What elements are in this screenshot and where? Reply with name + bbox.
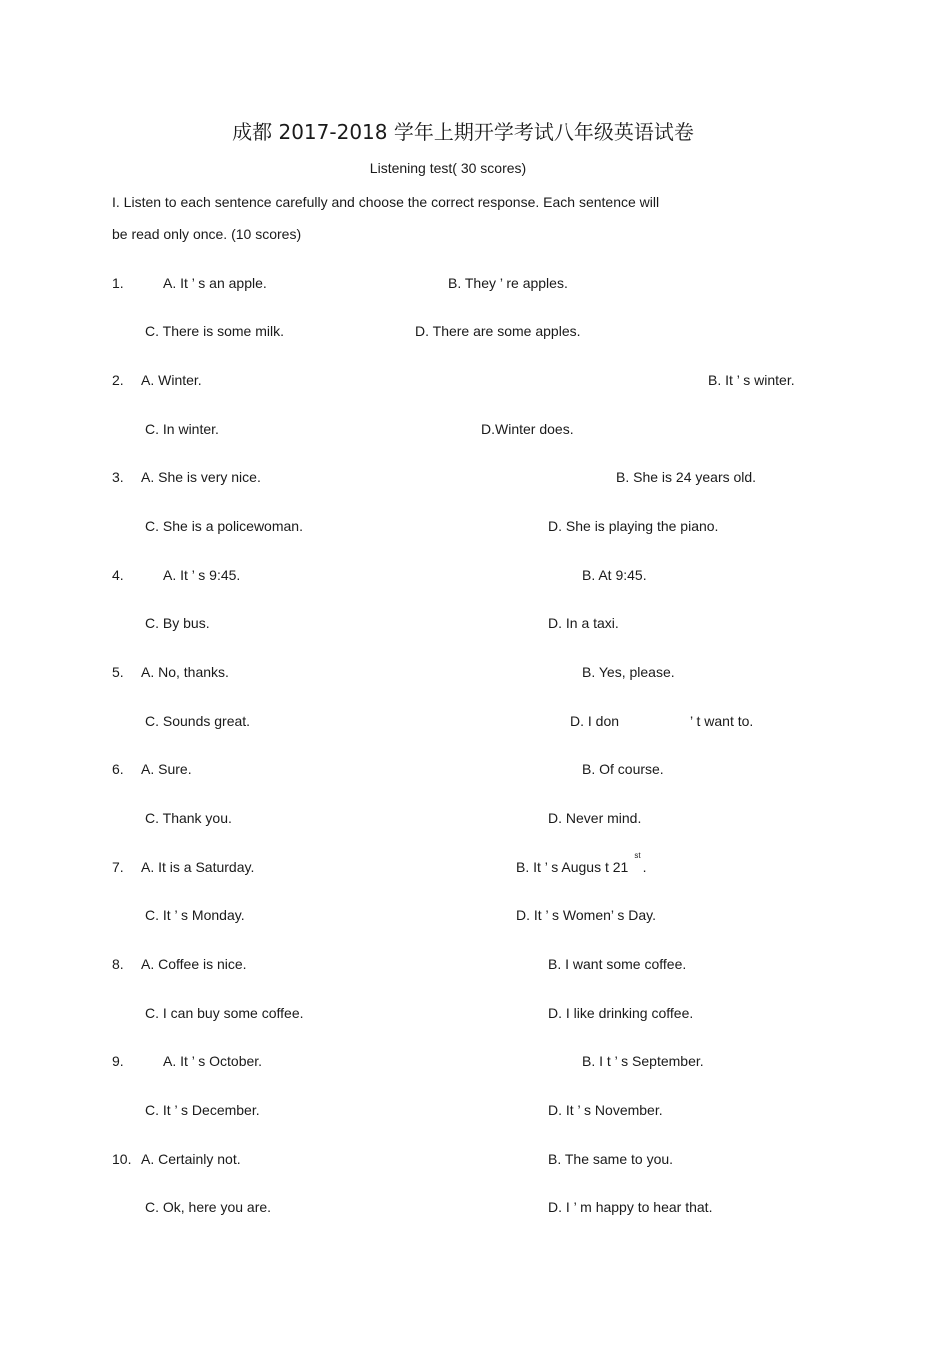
option-c: C. In winter. [145, 421, 219, 437]
option-a: A. No, thanks. [141, 664, 229, 680]
option-a: A. It is a Saturday. [141, 859, 255, 875]
option-a: A. It ’ s an apple. [163, 275, 267, 291]
option-a: A. She is very nice. [141, 469, 261, 485]
option-b: B. They ’ re apples. [448, 275, 568, 291]
option-b [516, 851, 647, 875]
instructions-line-1: I. Listen to each sentence carefully and choose the correct response. Each sentence will [112, 194, 660, 210]
option-c: C. I can buy some coffee. [145, 1005, 304, 1021]
option-a: A. It ’ s 9:45. [163, 567, 241, 583]
option-d: D. I ’ m happy to hear that. [548, 1199, 713, 1215]
option-c: C. There is some milk. [145, 323, 284, 339]
option-d: D. It ’ s November. [548, 1102, 663, 1118]
option-b: B. Of course. [582, 761, 664, 777]
question-number: 4. [112, 567, 124, 583]
option-c: C. She is a policewoman. [145, 518, 303, 534]
option-b: B. The same to you. [548, 1151, 674, 1167]
option-b: B. At 9:45. [582, 567, 647, 583]
question-number: 9. [112, 1053, 124, 1069]
ordinal-suffix: st [634, 851, 641, 861]
option-d: D.Winter does. [481, 421, 574, 437]
option-c: C. Thank you. [145, 810, 232, 826]
option-d: D. There are some apples. [415, 323, 581, 339]
page-title: 成都 2017-2018 学年上期开学考试八年级英语试卷 [232, 120, 694, 144]
option-c: C. It ’ s Monday. [145, 907, 245, 923]
question-number: 7. [112, 859, 124, 875]
option-b-text: B. It ’ s Augus t 21 [516, 859, 629, 875]
question-number: 8. [112, 956, 124, 972]
question-number: 3. [112, 469, 124, 485]
option-d: D. In a taxi. [548, 615, 619, 631]
option-b: B. I want some coffee. [548, 956, 687, 972]
question-number: 5. [112, 664, 124, 680]
question-number: 2. [112, 372, 124, 388]
section-subtitle: Listening test( 30 scores) [369, 160, 527, 176]
option-d-continued: ’ t want to. [690, 713, 754, 729]
option-b: B. Yes, please. [582, 664, 675, 680]
option-d: D. I don [570, 713, 620, 729]
option-a: A. Coffee is nice. [141, 956, 247, 972]
option-d: D. Never mind. [548, 810, 642, 826]
question-number: 1. [112, 275, 124, 291]
option-b: B. She is 24 years old. [616, 469, 757, 485]
option-a: A. Winter. [141, 372, 202, 388]
option-b-period: . [642, 859, 647, 875]
option-c: C. Sounds great. [145, 713, 251, 729]
question-number: 10. [112, 1151, 132, 1167]
option-a: A. It ’ s October. [163, 1053, 263, 1069]
option-a: A. Sure. [141, 761, 192, 777]
option-a: A. Certainly not. [141, 1151, 241, 1167]
option-b: B. It ’ s winter. [708, 372, 795, 388]
option-c: C. It ’ s December. [145, 1102, 260, 1118]
option-d: D. I like drinking coffee. [548, 1005, 694, 1021]
question-number: 6. [112, 761, 124, 777]
instructions-line-2: be read only once. (10 scores) [112, 226, 302, 242]
option-c: C. By bus. [145, 615, 210, 631]
option-d: D. She is playing the piano. [548, 518, 719, 534]
option-b: B. I t ’ s September. [582, 1053, 704, 1069]
option-d: D. It ’ s Women’ s Day. [516, 907, 657, 923]
option-c: C. Ok, here you are. [145, 1199, 272, 1215]
